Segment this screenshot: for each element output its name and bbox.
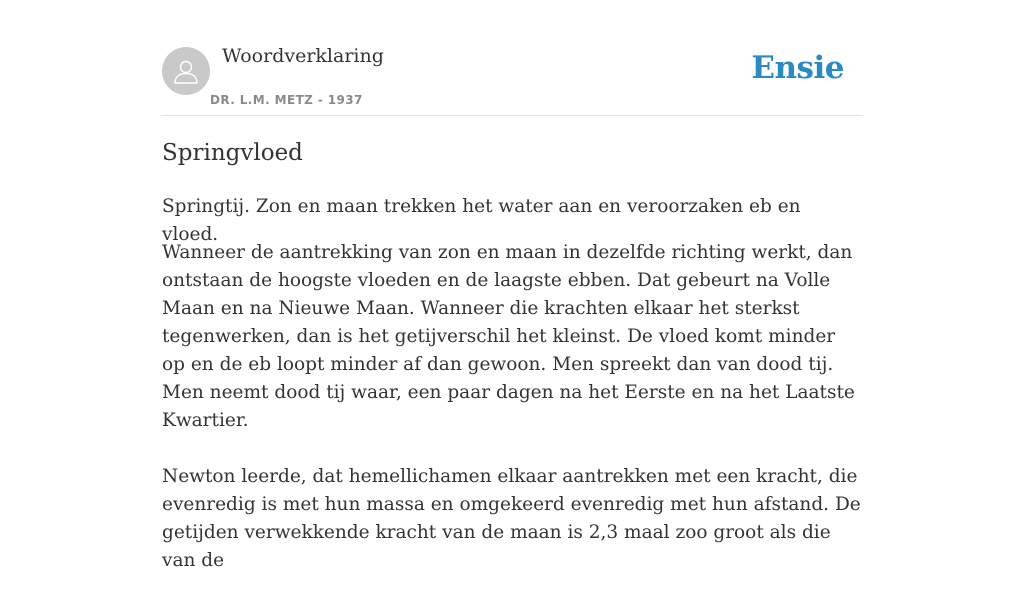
body-paragraph: Wanneer de aantrekking van zon en maan in dezelfde richting werkt, dan ontstaan de hoogste vloeden en de laagste ebben. Dat gebeurt na Volle Maan en na Nieuwe Maan. Wanneer die krachten elkaar het sterkst tegenwerken, dan is het getijverschil het kleinst. De vloed komt minder op en de eb loopt minder af dan gewoon. Men spreekt dan van dood tij. Men neemt dood tij waar, een paar dagen na het Eerste en na het Laatste Kwartier. — [162, 242, 855, 431]
source-author-year: DR. L.M. METZ - 1937 — [210, 93, 363, 107]
body-paragraph: Newton leerde, dat hemellichamen elkaar aantrekken met een kracht, die evenredig is met hun massa en omgekeerd evenredig met hun afstand. De getijden verwekkende kracht van de maan is 2,3 maal zoo groot als die van de — [162, 466, 861, 571]
brand-logo[interactable]: Ensie — [751, 50, 844, 86]
page-container — [162, 0, 862, 571]
source-title-link[interactable]: Woordverklaring — [222, 45, 384, 67]
entry-definition: Springtij. Zon en maan trekken het water aan en veroorzaken eb en vloed. — [162, 196, 801, 245]
entry-title: Springvloed — [162, 140, 303, 166]
header — [162, 0, 862, 116]
avatar[interactable] — [162, 47, 210, 95]
user-icon — [171, 56, 201, 86]
entry-body — [162, 239, 862, 603]
